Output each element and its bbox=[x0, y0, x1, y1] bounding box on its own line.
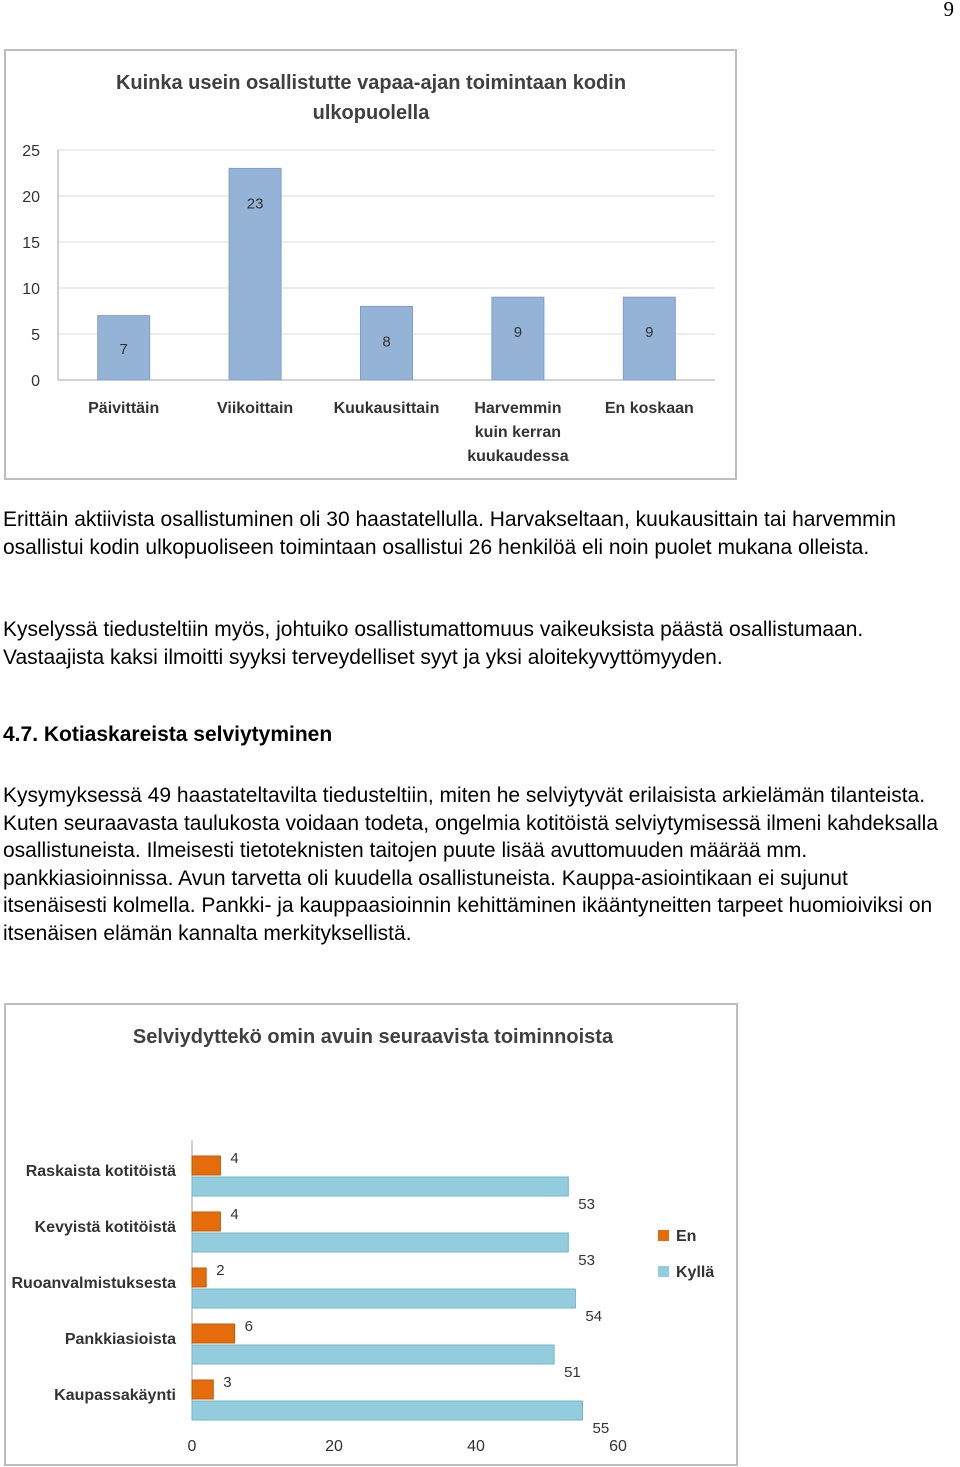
bar-en bbox=[192, 1324, 235, 1343]
chart-title-line: Kuinka usein osallistutte vapaa-ajan toimintaan kodin bbox=[115, 72, 627, 94]
y-tick-label: 15 bbox=[22, 235, 40, 252]
y-category-label: Raskaista kotitöistä bbox=[25, 1163, 176, 1180]
y-tick-label: 10 bbox=[22, 281, 40, 298]
coping-bar-chart bbox=[4, 1003, 738, 1466]
x-tick-label: 0 bbox=[187, 1438, 197, 1455]
bar-kylla bbox=[192, 1401, 583, 1420]
chart-title-line: ulkopuolella bbox=[312, 102, 430, 124]
y-category-label: Ruoanvalmistuksesta bbox=[11, 1275, 176, 1292]
bar-value-label: 3 bbox=[223, 1374, 232, 1391]
legend-label: En bbox=[676, 1228, 697, 1245]
legend-swatch bbox=[658, 1266, 669, 1277]
x-category-label: kuukaudessa bbox=[467, 448, 569, 465]
bar-value-label: 9 bbox=[645, 324, 654, 342]
paragraph-participation: Erittäin aktiivista osallistuminen oli 30 haastatellulla. Harvakseltaan, kuukausittain tai harvemmin osallistui kodin ulkopuoliseen toimintaan osallistui 26 henkilöä eli noin puolet mukana olleista. bbox=[3, 508, 896, 559]
bar-value-label: 2 bbox=[216, 1262, 225, 1279]
y-category-label: Kaupassakäynti bbox=[54, 1387, 176, 1404]
page-number: 9 bbox=[943, 0, 954, 21]
chart-title: Selviydyttekö omin avuin seuraavista toiminnoista bbox=[132, 1026, 614, 1048]
x-category-label: En koskaan bbox=[604, 400, 694, 417]
bar-en bbox=[192, 1380, 213, 1399]
coping-chart-svg bbox=[6, 1005, 736, 1464]
x-category-label: Harvemmin bbox=[474, 400, 562, 417]
bar-kylla bbox=[192, 1177, 568, 1196]
x-category-label: Kuukausittain bbox=[333, 400, 440, 417]
bar-value-label: 51 bbox=[564, 1364, 581, 1381]
y-tick-label: 5 bbox=[31, 327, 40, 344]
bar-value-label: 55 bbox=[592, 1420, 610, 1437]
y-tick-label: 20 bbox=[22, 189, 40, 206]
x-tick-label: 60 bbox=[609, 1438, 627, 1455]
bar-en bbox=[192, 1212, 220, 1231]
y-category-label: Pankkiasioista bbox=[64, 1331, 176, 1348]
y-category-label: Kevyistä kotitöistä bbox=[34, 1219, 176, 1236]
paragraph-inquiry: Kyselyssä tiedusteltiin myös, johtuiko osallistumattomuus vaikeuksista päästä osallistumaan. Vastaajista kaksi ilmoitti syyksi terveydelliset syyt ja yksi aloitekyvyttömyyden. bbox=[3, 618, 864, 669]
y-tick-label: 25 bbox=[22, 143, 40, 160]
paragraph-coping: Kysymyksessä 49 haastateltavilta tiedusteltiin, miten he selviytyvät erilaisista arkielämän tilanteista. Kuten seuraavasta taulukosta voidaan todeta, ongelmia kotitöistä selviytymisessä ilmeni kahdeksalla osallistuneista. Ilmeisesti tietoteknisten taitojen puute lisää avuttomuuden määrää mm. pankkiasioinnissa. Avun tarvetta oli kuudella osallistuneista. Kauppa-asiointikaan ei sujunut itsenäisesti kolmella. Pankki- ja kauppaasioinnin kehittäminen ikääntyneitten tarpeet huomioiviksi on itsenäisen elämän kannalta merkityksellistä. bbox=[3, 784, 939, 945]
bar-kylla bbox=[192, 1345, 554, 1364]
bar-en bbox=[192, 1156, 220, 1175]
x-tick-label: 20 bbox=[325, 1438, 343, 1455]
x-category-label: Viikoittain bbox=[217, 400, 294, 417]
bar-value-label: 8 bbox=[382, 333, 391, 351]
bar-value-label: 54 bbox=[585, 1308, 603, 1325]
x-tick-label: 40 bbox=[467, 1438, 485, 1455]
bar-value-label: 6 bbox=[244, 1318, 253, 1335]
y-tick-label: 0 bbox=[31, 373, 40, 390]
bar-value-label: 4 bbox=[230, 1150, 239, 1167]
bar-en bbox=[192, 1268, 206, 1287]
legend-swatch bbox=[658, 1230, 669, 1241]
x-category-label: kuin kerran bbox=[474, 424, 562, 441]
legend-label: Kyllä bbox=[676, 1264, 715, 1281]
bar-value-label: 53 bbox=[578, 1196, 595, 1213]
bar-value-label: 9 bbox=[513, 324, 523, 342]
bar-value-label: 53 bbox=[578, 1252, 595, 1269]
bar-kylla bbox=[192, 1289, 575, 1308]
x-category-label: Päivittäin bbox=[88, 400, 160, 417]
bar-value-label: 7 bbox=[119, 340, 128, 358]
section-heading: 4.7. Kotiaskareista selviytyminen bbox=[3, 723, 333, 746]
bar-value-label: 4 bbox=[230, 1206, 239, 1223]
frequency-bar-chart bbox=[4, 49, 737, 480]
frequency-chart-svg bbox=[6, 51, 735, 478]
bar-value-label: 23 bbox=[246, 195, 264, 213]
bar-kylla bbox=[192, 1233, 568, 1252]
